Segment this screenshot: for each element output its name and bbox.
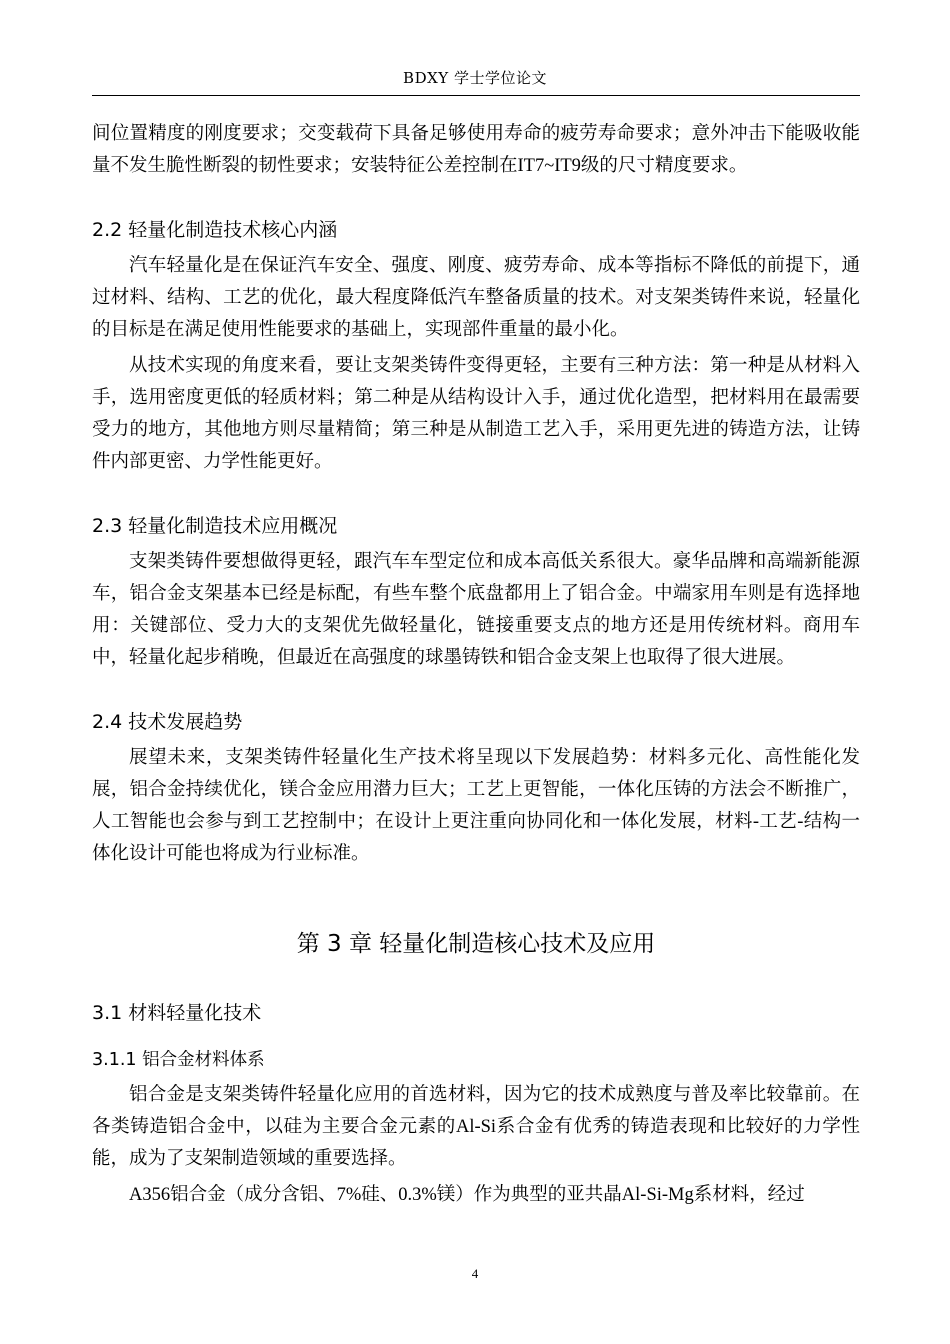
section-2-3-paragraph-1: 支架类铸件要想做得更轻，跟汽车车型定位和成本高低关系很大。豪华品牌和高端新能源车，铝合金支架基本已经是标配，有些车整个底盘都用上了铝合金。中端家用车则是有选择地用：关键部位、受力大的支架优先做轻量化，链接重要支点的地方还是用传统材料。商用车中，轻量化起步稍晚，但最近在高强度的球墨铸铁和铝合金支架上也取得了很大进展。 [92, 552, 860, 668]
page-number: 4 [471, 1266, 479, 1281]
section-2-4-paragraph-1: 展望未来，支架类铸件轻量化生产技术将呈现以下发展趋势：材料多元化、高性能化发展，铝合金持续优化，镁合金应用潜力巨大；工艺上更智能，一体化压铸的方法会不断推广，人工智能也会参与到工艺控制中；在设计上更注重向协同化和一体化发展，材料-工艺-结构一体化设计可能也将成为行业标准。 [92, 748, 860, 864]
chapter-3-title: 第 3 章 轻量化制造核心技术及应用 [296, 931, 656, 957]
page-header: BDXY 学士学位论文 [403, 69, 547, 87]
section-3-1-1-paragraph-2: A356铝合金（成分含铝、7%硅、0.3%镁）作为典型的亚共晶Al-Si-Mg系材料，经过 [129, 1185, 805, 1205]
section-2-4-title: 2.4 技术发展趋势 [92, 711, 243, 733]
section-2-2-paragraph-1: 汽车轻量化是在保证汽车安全、强度、刚度、疲劳寿命、成本等指标不降低的前提下，通过材料、结构、工艺的优化，最大程度降低汽车整备质量的技术。对支架类铸件来说，轻量化的目标是在满足使用性能要求的基础上，实现部件重量的最小化。 [92, 256, 860, 340]
section-3-1-1-title: 3.1.1 铝合金材料体系 [92, 1050, 265, 1070]
header-rule [92, 95, 860, 96]
section-2-3-title: 2.3 轻量化制造技术应用概况 [92, 515, 338, 537]
paragraph-continued: 间位置精度的刚度要求；交变载荷下具备足够使用寿命的疲劳寿命要求；意外冲击下能吸收能量不发生脆性断裂的韧性要求；安装特征公差控制在IT7~IT9级的尺寸精度要求。 [92, 124, 860, 176]
section-3-1-1-paragraph-1: 铝合金是支架类铸件轻量化应用的首选材料，因为它的技术成熟度与普及率比较靠前。在各类铸造铝合金中，以硅为主要合金元素的Al-Si系合金有优秀的铸造表现和比较好的力学性能，成为了支架制造领域的重要选择。 [92, 1085, 860, 1169]
section-2-2-title: 2.2 轻量化制造技术核心内涵 [92, 219, 338, 241]
page-content [92, 118, 860, 1211]
section-3-1-title: 3.1 材料轻量化技术 [92, 1002, 262, 1024]
section-2-2-paragraph-2: 从技术实现的角度来看，要让支架类铸件变得更轻，主要有三种方法：第一种是从材料入手，选用密度更低的轻质材料；第二种是从结构设计入手，通过优化造型，把材料用在最需要受力的地方，其他地方则尽量精简；第三种是从制造工艺入手，采用更先进的铸造方法，让铸件内部更密、力学性能更好。 [92, 356, 860, 472]
